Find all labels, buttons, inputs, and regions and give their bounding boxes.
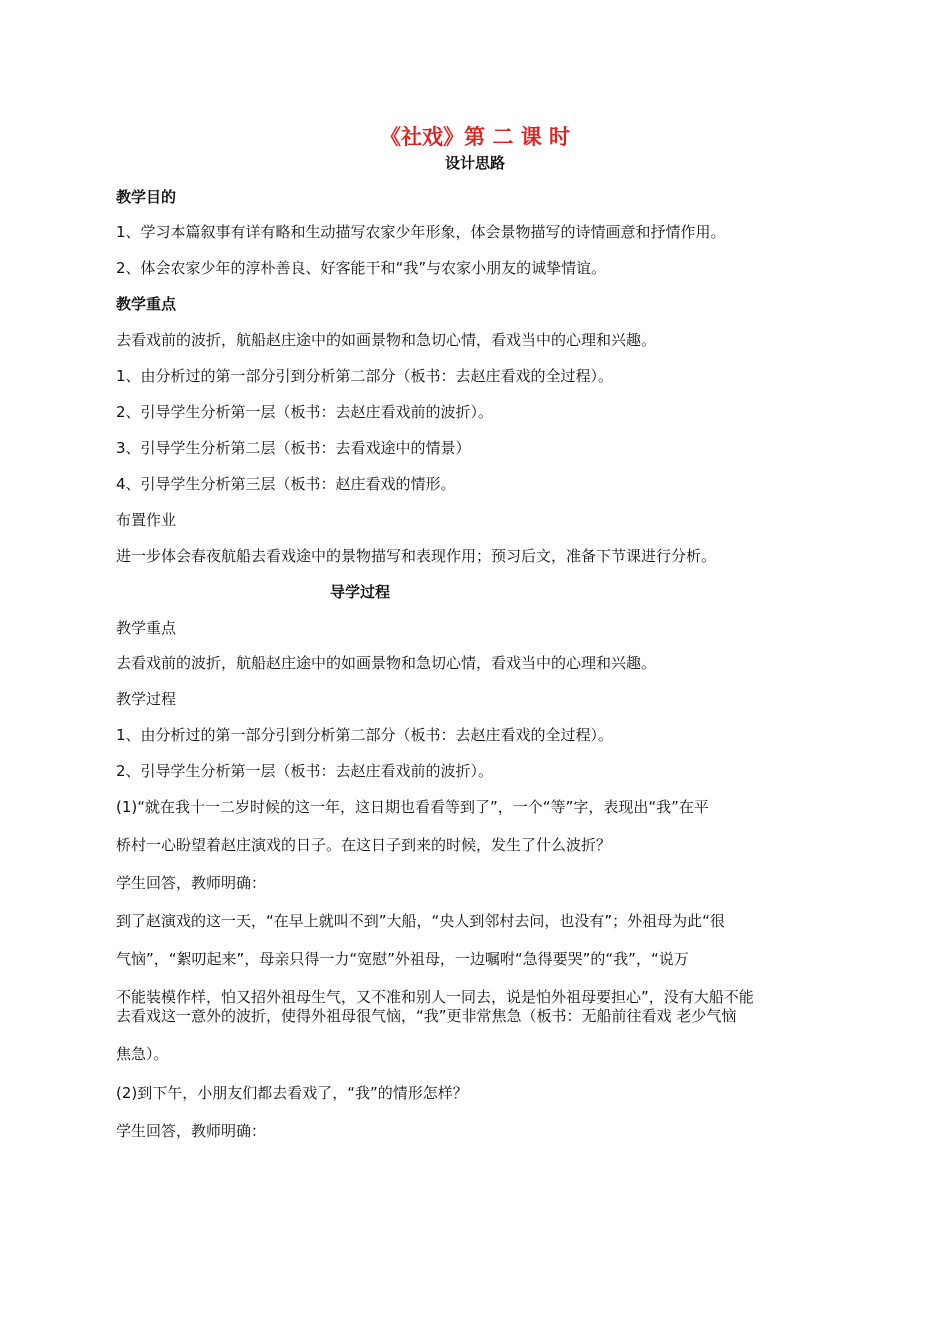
homework-text: 进一步体会春夜航船去看戏途中的景物描写和表现作用；预习后文，准备下节课进行分析。: [116, 547, 717, 565]
answer-text: 不能装模作样，怕又招外祖母生气，又不准和别人一同去，说是怕外祖母要担心”，没有大船不能: [116, 988, 754, 1006]
process-step-item: 1、由分析过的第一部分引到分析第二部分（板书：去赵庄看戏的全过程）。: [116, 726, 614, 744]
step-item: 1、由分析过的第一部分引到分析第二部分（板书：去赵庄看戏的全过程）。: [116, 367, 614, 385]
answer-text: 焦急）。: [116, 1045, 169, 1063]
answer-label: 学生回答，教师明确：: [116, 1122, 267, 1140]
focus-heading: 教学重点: [116, 295, 177, 313]
process-focus-heading: 教学重点: [116, 619, 177, 637]
process-step-item: 2、引导学生分析第一层（板书：去赵庄看戏前的波折）。: [116, 762, 494, 780]
document-title: 《社戏》第 二 课 时: [380, 125, 570, 149]
answer-text: 气恼”，“絮叨起来”，母亲只得一力“宽慰”外祖母，一边嘱咐“急得要哭”的“我”，“说万: [116, 950, 689, 968]
answer-text: 到了赵演戏的这一天，“在早上就叫不到”大船，“央人到邻村去问，也没有”；外祖母为此“很: [116, 912, 725, 930]
homework-heading: 布置作业: [116, 511, 177, 529]
process-heading: 教学过程: [116, 690, 177, 708]
question-text: 桥村一心盼望着赵庄演戏的日子。在这日子到来的时候，发生了什么波折？: [116, 836, 612, 854]
focus-text: 去看戏前的波折，航船赵庄途中的如画景物和急切心情，看戏当中的心理和兴趣。: [116, 331, 657, 349]
step-item: 3、引导学生分析第二层（板书：去看戏途中的情景）: [116, 439, 471, 457]
section-heading-design: 设计思路: [444, 154, 505, 172]
goal-item: 1、学习本篇叙事有详有略和生动描写农家少年形象，体会景物描写的诗情画意和抒情作用。: [116, 223, 726, 241]
goals-heading: 教学目的: [116, 188, 177, 206]
process-focus-text: 去看戏前的波折，航船赵庄途中的如画景物和急切心情，看戏当中的心理和兴趣。: [116, 654, 657, 672]
question-text: (1)“就在我十一二岁时候的这一年，这日期也看看等到了”，一个“等”字，表现出“我”在平: [116, 798, 709, 816]
step-item: 2、引导学生分析第一层（板书：去赵庄看戏前的波折）。: [116, 403, 494, 421]
answer-label: 学生回答，教师明确：: [116, 874, 267, 892]
question-text: (2)到下午，小朋友们都去看戏了，“我”的情形怎样？: [116, 1084, 468, 1102]
section-heading-process: 导学过程: [330, 583, 391, 601]
step-item: 4、引导学生分析第三层（板书：赵庄看戏的情形。: [116, 475, 456, 493]
goal-item: 2、体会农家少年的淳朴善良、好客能干和“我”与农家小朋友的诚挚情谊。: [116, 259, 607, 277]
answer-text: 去看戏这一意外的波折，使得外祖母很气恼，“我”更非常焦急（板书：无船前往看戏 老少气恼: [116, 1007, 737, 1025]
